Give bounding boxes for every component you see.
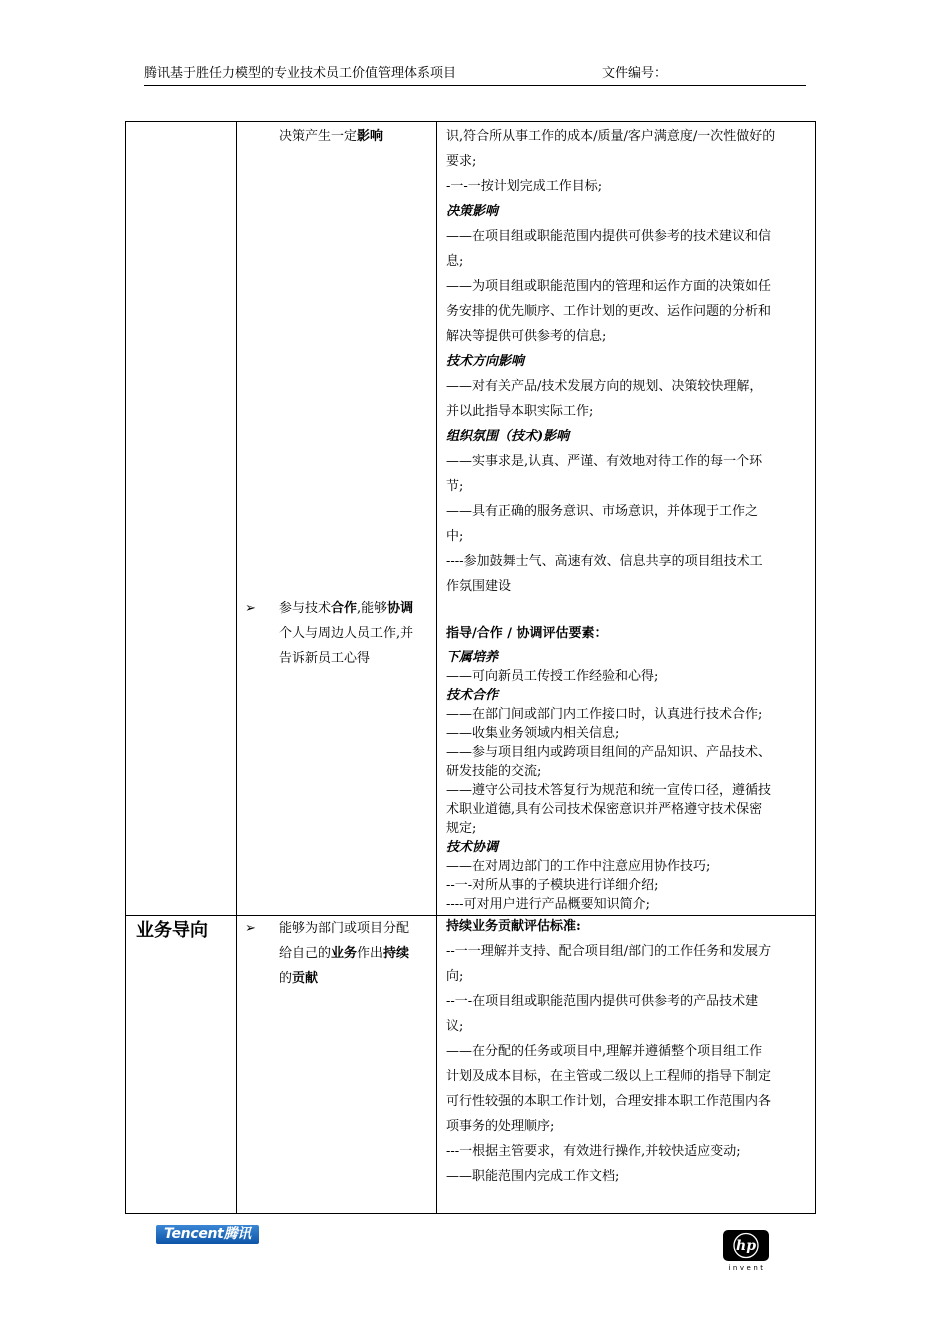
row1-col2-text-b — [279, 596, 413, 671]
text-line: ——遵守公司技术答复行为规范和统一宣传口径，遵循技 — [446, 783, 772, 798]
header-title: 腾讯基于胜任力模型的专业技术员工价值管理体系项目 — [144, 66, 457, 81]
text-line: ---一根据主管要求，有效进行操作,并较快适应变动; — [446, 1144, 741, 1159]
text-line: 项事务的处理顺序; — [446, 1119, 555, 1134]
text-line: 向; — [446, 969, 464, 984]
text-line: 能够为部门或项目分配 — [279, 921, 410, 936]
tencent-logo: Tencent腾讯 — [156, 1225, 259, 1244]
competency-table — [125, 121, 816, 1214]
text-line: ——实事求是,认真、严谨、有效地对待工作的每一个环 — [446, 454, 763, 469]
text-line: 务安排的优先顺序、工作计划的更改、运作问题的分析和 — [446, 304, 772, 319]
text-line: 要求; — [446, 154, 477, 169]
text-line: 息; — [446, 254, 464, 269]
text-line: ----参加鼓舞士气、高速有效、信息共享的项目组技术工 — [446, 554, 763, 569]
text-line: --一一理解并支持、配合项目组/部门的工作任务和发展方 — [446, 944, 772, 959]
text-line: ——为项目组或职能范围内的管理和运作方面的决策如任 — [446, 279, 772, 294]
row1-col3-text-a — [446, 124, 775, 599]
hp-tagline: invent — [728, 1264, 766, 1272]
row2-bullet: ➢ — [245, 921, 256, 936]
hp-logo-text: hp — [736, 1238, 756, 1254]
criteria-heading: 技术方向影响 — [446, 354, 525, 369]
text-line: 节; — [446, 479, 464, 494]
text-line: ——对有关产品/技术发展方向的规划、决策较快理解， — [446, 379, 763, 394]
text-line: 可行性较强的本职工作计划，合理安排本职工作范围内各 — [446, 1094, 772, 1109]
row2-section-title: 业务导向 — [136, 920, 208, 941]
text-line: 作氛围建设 — [446, 579, 512, 594]
text-line: ——可向新员工传授工作经验和心得; — [446, 669, 659, 684]
criteria-heading: 决策影响 — [446, 204, 499, 219]
page-header — [144, 66, 806, 86]
row2-col3-lead: 持续业务贡献评估标准: — [446, 919, 581, 934]
text-line: 术职业道德,具有公司技术保密意识并严格遵守技术保密 — [446, 802, 763, 817]
text-line: 参与技术合作,能够协调 — [279, 601, 414, 616]
text-line: ——收集业务领域内相关信息; — [446, 726, 620, 741]
row1-bullet: ➢ — [245, 601, 256, 616]
criteria-heading: 组织氛围（技术)影响 — [446, 429, 570, 444]
text-line: 研发技能的交流; — [446, 764, 542, 779]
text-line: --一-在项目组或职能范围内提供可供参考的产品技术建 — [446, 994, 759, 1009]
text-line: 告诉新员工心得 — [279, 651, 371, 666]
row2-col2-text — [279, 916, 409, 991]
table-col-divider — [236, 122, 237, 1213]
text-line: ----可对用户进行产品概要知识简介; — [446, 897, 650, 912]
row2-col3-text — [446, 939, 771, 1189]
header-doc-number: 文件编号： — [602, 66, 668, 81]
text-line: ——具有正确的服务意识、市场意识，并体现于工作之 — [446, 504, 759, 519]
criteria-heading: 下属培养 — [446, 650, 499, 665]
text-line: ——在分配的任务或项目中,理解并遵循整个项目组工作 — [446, 1044, 763, 1059]
text-line: ——职能范围内完成工作文档; — [446, 1169, 620, 1184]
text-line: ——在部门间或部门内工作接口时，认真进行技术合作; — [446, 707, 763, 722]
text-line: 计划及成本目标，在主管或二级以上工程师的指导下制定 — [446, 1069, 772, 1084]
text-line: ——在项目组或职能范围内提供可供参考的技术建议和信 — [446, 229, 772, 244]
text-line: ——参与项目组内或跨项目组间的产品知识、产品技术、 — [446, 745, 772, 760]
text-line: 中; — [446, 529, 464, 544]
text-line: -一-一按计划完成工作目标; — [446, 179, 603, 194]
row1-col3-lead: 指导/合作 / 协调评估要素： — [446, 626, 608, 641]
text-line: 规定; — [446, 821, 477, 836]
text-line: 解决等提供可供参考的信息; — [446, 329, 607, 344]
text-line: 并以此指导本职实际工作; — [446, 404, 594, 419]
text-line: --一-对所从事的子模块进行详细介绍; — [446, 878, 659, 893]
row1-col2-text-a: 决策产生一定影响 — [279, 129, 384, 144]
row1-col3-text-b — [446, 648, 771, 914]
text-line: ——在对周边部门的工作中注意应用协作技巧; — [446, 859, 711, 874]
table-col-divider — [436, 122, 437, 1213]
text-line: 个人与周边人员工作,并 — [279, 626, 414, 641]
text-line: 议; — [446, 1019, 464, 1034]
text-line: 识,符合所从事工作的成本/质量/客户满意度/一次性做好的 — [446, 129, 776, 144]
text-line: 的贡献 — [279, 971, 319, 986]
criteria-heading: 技术协调 — [446, 840, 499, 855]
criteria-heading: 技术合作 — [446, 688, 499, 703]
text-line: 给自己的业务作出持续 — [279, 946, 410, 961]
